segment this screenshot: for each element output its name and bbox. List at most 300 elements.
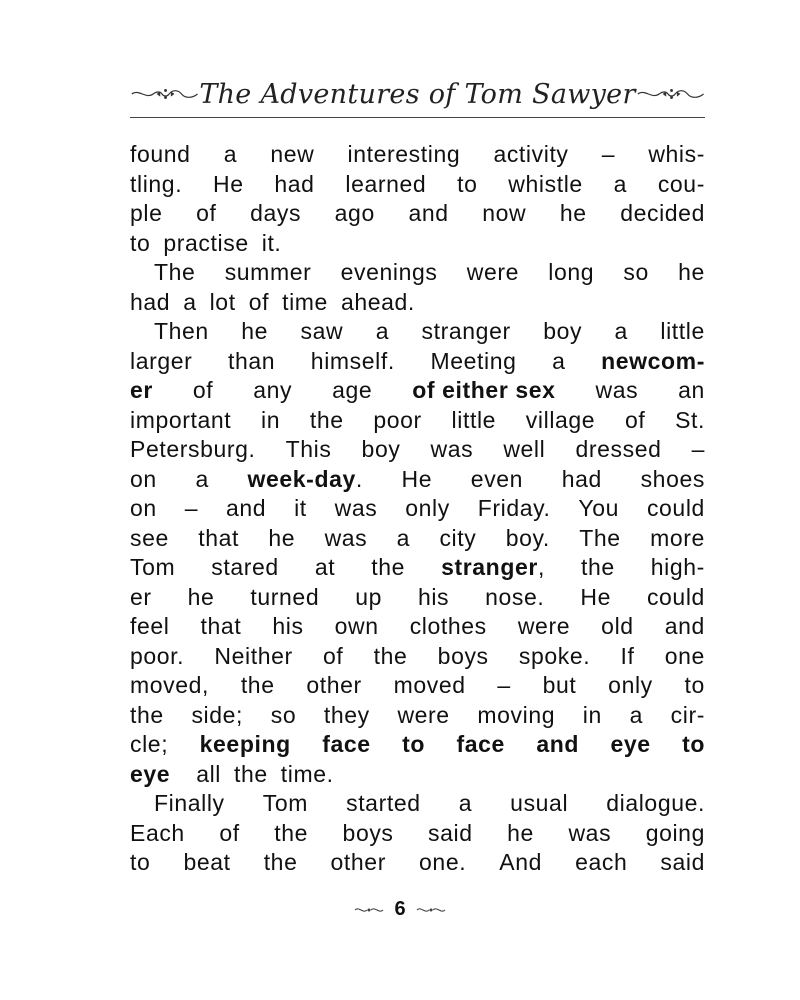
word [675, 406, 705, 436]
word [651, 553, 705, 583]
word-text: He [401, 465, 433, 492]
word [310, 406, 344, 436]
bold-word: face [456, 731, 505, 757]
word [552, 347, 565, 377]
small-flourish-icon [354, 905, 384, 915]
word [397, 524, 410, 554]
word [130, 848, 150, 878]
word-text: in [261, 406, 281, 433]
word-text: He [580, 583, 611, 610]
word-text: ago [334, 200, 375, 226]
word-text: the [234, 760, 268, 787]
text-line [130, 199, 705, 229]
word-text: the [309, 406, 344, 433]
flourish-ornament-icon [130, 86, 199, 102]
word-text: interesting [347, 141, 461, 167]
word-text: a [223, 141, 238, 167]
word-text: was [334, 495, 378, 521]
word [272, 612, 303, 642]
word [412, 376, 555, 406]
word [583, 701, 602, 731]
word-text: cle; [130, 731, 169, 757]
word [665, 612, 705, 642]
word-text: activity [493, 141, 569, 167]
word [568, 819, 611, 849]
text-line [130, 406, 705, 436]
word [130, 494, 157, 524]
word-text: tling. [130, 170, 183, 197]
word-text: said [660, 849, 705, 875]
word-text: dressed [575, 436, 662, 462]
word [579, 524, 620, 554]
word-text: other [330, 849, 386, 875]
word [580, 583, 611, 613]
word-text: Petersburg. [130, 436, 256, 462]
word-text: clothes [409, 613, 487, 639]
word [286, 435, 332, 465]
word-text: city [439, 524, 477, 551]
bold-word: face [322, 731, 371, 757]
word [253, 376, 292, 406]
word [341, 288, 415, 318]
word [249, 288, 269, 318]
bold-word: eye [130, 760, 171, 787]
word-text: now [482, 200, 527, 226]
word-text: Friday. [477, 495, 551, 521]
word-text: he [187, 583, 215, 610]
word [130, 730, 168, 760]
text-line [130, 170, 705, 200]
word-text: could [646, 583, 705, 610]
word-text: new [270, 141, 315, 167]
word-text: the [263, 849, 298, 875]
word-text: any [253, 377, 293, 403]
word-text: boy [543, 318, 583, 344]
word [648, 140, 705, 170]
word [623, 258, 649, 288]
word [536, 730, 579, 760]
word [405, 494, 450, 524]
word-text: a [396, 524, 411, 551]
word-text: was [430, 436, 474, 462]
word-text: whistle [508, 170, 583, 197]
word-text: Each [130, 819, 185, 846]
word-text: up [355, 583, 382, 610]
word [610, 730, 650, 760]
word [130, 583, 152, 613]
word [335, 612, 379, 642]
text-line [130, 229, 705, 259]
word-text: beat [183, 849, 231, 875]
word [198, 524, 239, 554]
word [306, 671, 361, 701]
word-text: ahead. [340, 288, 415, 315]
word [130, 406, 231, 436]
word-text: had [561, 465, 602, 492]
word [248, 465, 363, 495]
word [543, 671, 577, 701]
header-rule [130, 117, 705, 118]
word [482, 199, 526, 229]
word [219, 819, 239, 849]
word-text: started [346, 790, 421, 816]
word [478, 494, 551, 524]
word-text: moving [477, 701, 556, 728]
word-text: boys [437, 642, 489, 669]
word [408, 199, 448, 229]
punctuation: , [537, 554, 545, 580]
word-text: of [219, 819, 240, 846]
text-line [130, 760, 705, 790]
word-text: and [225, 495, 267, 521]
word-text: other [306, 672, 362, 698]
word [130, 553, 175, 583]
word [431, 435, 474, 465]
bold-word: keeping [199, 731, 291, 757]
word [614, 170, 627, 200]
word-text: – [691, 436, 705, 462]
word-text: high- [650, 554, 705, 580]
word [130, 199, 163, 229]
text-line [130, 494, 705, 524]
word-text: it. [261, 229, 282, 256]
word [601, 347, 705, 377]
word-text: boy. [505, 524, 550, 551]
word-text: nose. [485, 583, 545, 610]
word-text: were [397, 701, 450, 728]
word [439, 524, 476, 554]
word-text: the [274, 819, 309, 846]
word-text: were [517, 613, 571, 639]
text-line [130, 288, 705, 318]
word [499, 848, 542, 878]
word [130, 701, 164, 731]
word-text: the [240, 672, 275, 698]
word [130, 819, 185, 849]
word [264, 848, 298, 878]
word-text: an [678, 377, 705, 403]
word-text: only [405, 495, 450, 521]
word [130, 760, 183, 790]
word [341, 258, 438, 288]
word-text: shoes [640, 465, 705, 492]
word [225, 258, 312, 288]
text-line [130, 730, 705, 760]
word [270, 140, 314, 170]
word [193, 376, 213, 406]
word-text: he [241, 318, 269, 344]
word-text: his [417, 583, 450, 610]
word [355, 583, 382, 613]
word [419, 848, 466, 878]
word-text: little [660, 318, 705, 344]
word-text: even [470, 465, 524, 492]
word [335, 494, 378, 524]
word [665, 642, 705, 672]
word [185, 494, 198, 524]
word [650, 524, 705, 554]
word-text: You [578, 495, 620, 521]
word [183, 288, 196, 318]
text-line [130, 524, 705, 554]
word [374, 642, 408, 672]
word-text: Meeting [430, 347, 517, 374]
word [332, 376, 372, 406]
word [438, 642, 489, 672]
word-text: than [228, 347, 276, 374]
word [682, 730, 705, 760]
word-text: time. [280, 760, 334, 787]
word [452, 406, 497, 436]
word [578, 494, 619, 524]
word [581, 553, 615, 583]
word-text: he [559, 200, 587, 226]
word-text: of [248, 288, 270, 315]
word-text: little [451, 406, 497, 433]
word [402, 465, 433, 495]
word [200, 730, 291, 760]
word [188, 583, 215, 613]
word [154, 789, 225, 819]
punctuation: . [355, 465, 363, 492]
running-header [130, 74, 705, 118]
word-text: decided [620, 200, 705, 226]
word-text: er [130, 583, 152, 610]
word [658, 170, 705, 200]
word [397, 701, 449, 731]
bold-word: stranger [441, 554, 538, 580]
bold-word: newcom- [601, 347, 705, 374]
text-line [130, 848, 705, 878]
bold-word: and [536, 731, 580, 757]
word-text: Finally [154, 790, 225, 816]
word [678, 258, 705, 288]
word-text: saw [300, 318, 344, 344]
word [271, 701, 297, 731]
word [262, 229, 282, 259]
word-text: cir- [670, 701, 705, 728]
word [647, 494, 705, 524]
word-text: – [497, 672, 511, 698]
word-text: a [552, 347, 566, 374]
word [485, 583, 544, 613]
word-text: but [542, 672, 577, 698]
word-text: on [130, 495, 157, 521]
word-text: days [250, 200, 302, 226]
word-text: to [684, 672, 705, 698]
word-text: boys [342, 819, 394, 846]
word [163, 229, 248, 259]
word-text: said [428, 819, 473, 846]
small-flourish-icon [416, 905, 446, 915]
word-text: – [184, 495, 199, 521]
word [130, 170, 182, 200]
word [630, 701, 643, 731]
word [214, 642, 292, 672]
word [459, 789, 472, 819]
word-text: the [373, 642, 408, 669]
word-text: only [608, 672, 653, 698]
word [685, 671, 705, 701]
word-text: time [282, 288, 328, 315]
word [471, 465, 523, 495]
word [335, 199, 375, 229]
body-text [130, 140, 705, 878]
word-text: a [375, 318, 390, 344]
word [428, 819, 473, 849]
word [625, 406, 645, 436]
word [191, 701, 243, 731]
word-text: Then [154, 318, 209, 344]
word [345, 170, 426, 200]
bold-word: week-day [247, 465, 356, 492]
text-line [130, 819, 705, 849]
page-footer [0, 898, 800, 921]
book-title: The Adventures of Tom Sawyer [199, 78, 636, 110]
word [467, 258, 519, 288]
word [348, 140, 461, 170]
word-text: so [270, 701, 297, 728]
word [224, 140, 237, 170]
word-text: to [457, 170, 478, 197]
word [210, 288, 236, 318]
word-text: had [274, 170, 315, 197]
word-text: poor. [130, 642, 185, 669]
word [526, 406, 595, 436]
word [608, 671, 653, 701]
word-text: the [130, 701, 164, 728]
word [130, 671, 209, 701]
word-text: he [678, 259, 705, 285]
word-text: himself. [310, 347, 395, 374]
word [692, 435, 705, 465]
word [510, 789, 568, 819]
word [250, 583, 319, 613]
word-text: and [664, 613, 705, 639]
word [213, 170, 244, 200]
word [263, 789, 308, 819]
word-text: side; [191, 701, 244, 728]
word [456, 730, 504, 760]
word [130, 140, 191, 170]
word-text: moved [393, 672, 466, 698]
word-text: had [130, 288, 171, 315]
bold-word: of either sex [412, 377, 556, 403]
word [402, 730, 425, 760]
word [615, 317, 628, 347]
text-line [130, 317, 705, 347]
word [660, 317, 705, 347]
word [154, 258, 195, 288]
word [196, 760, 221, 790]
word-text: it [294, 495, 307, 521]
word [562, 465, 602, 495]
word-text: feel [130, 613, 170, 639]
bold-word: eye [610, 731, 651, 757]
word [621, 642, 635, 672]
word-text: St. [675, 406, 705, 433]
word-text: poor [373, 406, 422, 433]
word-text: a [183, 288, 197, 315]
word-text: one [664, 642, 705, 669]
word-text: a [458, 790, 473, 816]
word-text: of [323, 642, 344, 669]
word [506, 524, 550, 554]
word-text: of [192, 377, 214, 403]
word-text: a [613, 170, 628, 197]
word [201, 612, 242, 642]
text-line [130, 583, 705, 613]
text-line [130, 465, 705, 495]
word [261, 406, 280, 436]
word [343, 819, 394, 849]
word [641, 465, 705, 495]
word [130, 347, 192, 377]
word [154, 317, 209, 347]
word-text: lot [209, 288, 236, 315]
word [595, 376, 638, 406]
word [575, 848, 627, 878]
word-text: found [130, 141, 191, 167]
word-text: the [580, 554, 615, 580]
word-text: And [499, 849, 542, 875]
word-text: turned [250, 583, 320, 610]
word [678, 376, 705, 406]
word-text: his [272, 613, 304, 639]
word [430, 347, 516, 377]
word [376, 317, 389, 347]
word-text: of [196, 200, 217, 226]
word-text: to [130, 229, 151, 256]
word [543, 317, 582, 347]
word-text: Neither [214, 642, 293, 669]
word-text: was [324, 524, 368, 551]
word-text: evenings [340, 259, 438, 285]
bold-word: to [682, 731, 705, 757]
word-text: He [212, 170, 244, 197]
word [362, 435, 401, 465]
word-text: a [195, 465, 209, 492]
word-text: well [503, 436, 546, 462]
word [497, 671, 510, 701]
word-text: This [285, 436, 332, 462]
word-text: of [624, 406, 646, 433]
word-text: at [314, 554, 336, 580]
word-text: cou- [657, 170, 705, 197]
text-line [130, 140, 705, 170]
word-text: spoke. [518, 642, 591, 669]
word [418, 583, 449, 613]
word [620, 199, 705, 229]
word [325, 524, 368, 554]
word-text: a [614, 318, 628, 344]
word [226, 494, 266, 524]
word [422, 317, 511, 347]
word [130, 376, 153, 406]
word [311, 347, 395, 377]
word-text: he [268, 524, 296, 551]
word-text: own [334, 613, 379, 639]
word-text: he [507, 819, 534, 846]
word [323, 642, 343, 672]
word-text: and [408, 200, 449, 226]
word [503, 435, 545, 465]
word [519, 642, 590, 672]
word-text: – [601, 141, 616, 167]
word-text: one. [419, 849, 467, 875]
word [250, 199, 301, 229]
word [647, 583, 705, 613]
